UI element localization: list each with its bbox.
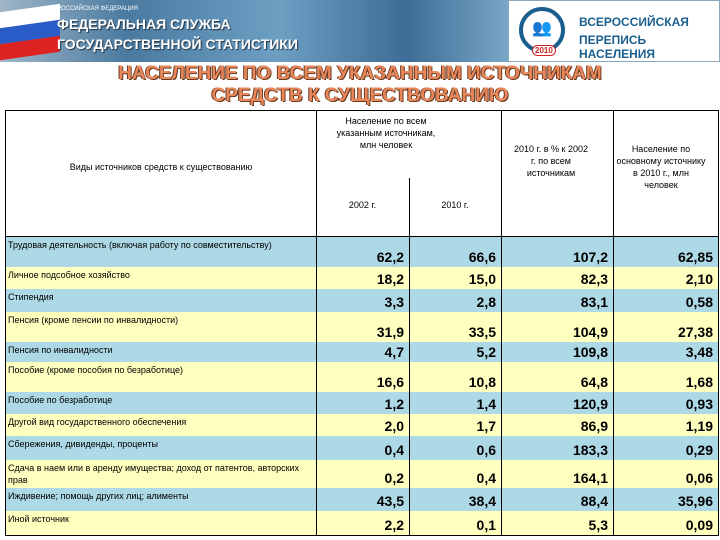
source-name: Иной источник — [8, 514, 69, 524]
value-main: 27,38 — [677, 324, 713, 340]
federation-label: РОССИЙСКАЯ ФЕДЕРАЦИЯ — [57, 6, 138, 12]
census-logo — [508, 0, 720, 62]
value-pct: 88,4 — [580, 493, 608, 509]
column-divider — [613, 111, 614, 535]
value-y2002: 1,2 — [384, 396, 404, 412]
value-y2002: 18,2 — [376, 271, 404, 287]
value-y2010: 0,1 — [476, 517, 496, 533]
source-name: Трудовая деятельность (включая работу по совместительству) — [8, 240, 272, 250]
source-name: Пособие по безработице — [8, 395, 113, 405]
table-row — [6, 488, 718, 511]
value-pct: 86,9 — [580, 418, 608, 434]
value-pct: 104,9 — [572, 324, 608, 340]
value-main: 62,85 — [677, 249, 713, 265]
table-row — [6, 342, 718, 362]
header-main-source: Население по основному источнику в 2010 г., млн человек — [616, 144, 706, 190]
value-main: 0,58 — [685, 294, 713, 310]
column-divider — [501, 111, 502, 535]
source-name: Другой вид государственного обеспечения — [8, 417, 187, 427]
value-y2010: 15,0 — [468, 271, 496, 287]
value-pct: 164,1 — [572, 470, 608, 486]
value-main: 1,68 — [685, 374, 713, 390]
header-all-sources: Население по всем указанным источникам, млн человек — [336, 116, 436, 150]
table-header — [6, 111, 718, 237]
census-title-line1: ВСЕРОССИЙСКАЯ — [579, 15, 689, 29]
sources-table — [5, 110, 719, 536]
value-y2002: 62,2 — [376, 249, 404, 265]
value-pct: 82,3 — [580, 271, 608, 287]
rosstat-banner — [0, 0, 508, 62]
value-pct: 83,1 — [580, 294, 608, 310]
source-name: Сбережения, дивиденды, проценты — [8, 439, 158, 449]
value-pct: 5,3 — [588, 517, 608, 533]
value-y2002: 2,0 — [384, 418, 404, 434]
source-name: Сдача в наем или в аренду имущества; доход от патентов, авторских прав — [8, 463, 300, 485]
value-main: 35,96 — [677, 493, 713, 509]
russian-flag-icon — [0, 4, 60, 60]
value-pct: 120,9 — [572, 396, 608, 412]
census-title-line2: ПЕРЕПИСЬ НАСЕЛЕНИЯ — [579, 33, 656, 61]
table-row — [6, 237, 718, 267]
header-2002: 2002 г. — [348, 200, 377, 210]
agency-name-line2: ГОСУДАРСТВЕННОЙ СТАТИСТИКИ — [57, 36, 298, 52]
value-main: 0,29 — [685, 442, 713, 458]
value-y2002: 3,3 — [384, 294, 404, 310]
page-title — [0, 63, 720, 107]
value-y2002: 31,9 — [376, 324, 404, 340]
table-row — [6, 267, 718, 289]
table-row — [6, 436, 718, 460]
table-row — [6, 392, 718, 414]
column-divider — [409, 237, 410, 535]
source-name: Пособие (кроме пособия по безработице) — [8, 365, 183, 375]
source-name: Личное подсобное хозяйство — [8, 270, 130, 280]
column-divider — [316, 111, 317, 535]
value-main: 1,19 — [685, 418, 713, 434]
value-y2002: 43,5 — [376, 493, 404, 509]
value-y2002: 4,7 — [384, 344, 404, 360]
value-y2010: 1,7 — [476, 418, 496, 434]
source-name: Пенсия по инвалидности — [8, 345, 113, 355]
value-pct: 109,8 — [572, 344, 608, 360]
table-row — [6, 312, 718, 342]
value-y2010: 66,6 — [468, 249, 496, 265]
value-main: 2,10 — [685, 271, 713, 287]
table-row — [6, 460, 718, 488]
people-icon: 👥 — [519, 7, 565, 53]
title-line2: СРЕДСТВ К СУЩЕСТВОВАНИЮ — [211, 85, 509, 106]
value-y2010: 5,2 — [476, 344, 496, 360]
value-pct: 64,8 — [580, 374, 608, 390]
source-name: Стипендия — [8, 292, 54, 302]
value-y2010: 1,4 — [476, 396, 496, 412]
value-main: 0,09 — [685, 517, 713, 533]
source-name: Иждивение; помощь других лиц; алименты — [8, 491, 189, 501]
table-row — [6, 511, 718, 535]
value-pct: 107,2 — [572, 249, 608, 265]
source-name: Пенсия (кроме пенсии по инвалидности) — [8, 315, 179, 325]
title-line1: НАСЕЛЕНИЕ ПО ВСЕМ УКАЗАННЫМ ИСТОЧНИКАМ — [118, 63, 602, 84]
value-y2010: 0,4 — [476, 470, 496, 486]
value-main: 3,48 — [685, 344, 713, 360]
agency-name-line1: ФЕДЕРАЛЬНАЯ СЛУЖБА — [57, 16, 231, 32]
table-row — [6, 289, 718, 312]
value-main: 0,93 — [685, 396, 713, 412]
value-y2002: 16,6 — [376, 374, 404, 390]
value-y2002: 2,2 — [384, 517, 404, 533]
value-y2002: 0,4 — [384, 442, 404, 458]
table-row — [6, 362, 718, 392]
value-y2010: 2,8 — [476, 294, 496, 310]
table-row — [6, 414, 718, 436]
value-main: 0,06 — [685, 470, 713, 486]
value-y2010: 0,6 — [476, 442, 496, 458]
value-y2010: 10,8 — [468, 374, 496, 390]
value-pct: 183,3 — [572, 442, 608, 458]
value-y2010: 38,4 — [468, 493, 496, 509]
value-y2002: 0,2 — [384, 470, 404, 486]
header-percent: 2010 г. в % к 2002 г. по всем источникам — [514, 144, 588, 178]
header-source: Виды источников средств к существованию — [69, 162, 253, 172]
census-year: 2010 — [532, 45, 556, 56]
header-2010: 2010 г. — [441, 200, 469, 210]
value-y2010: 33,5 — [468, 324, 496, 340]
